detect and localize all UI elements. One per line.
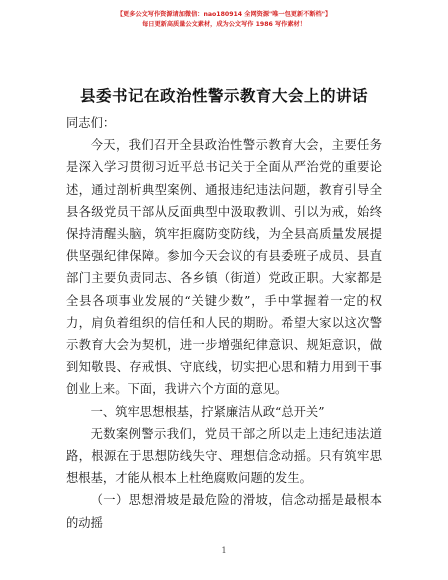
paragraph-2: 无数案例警示我们，党员干部之所以走上违纪违法道路，根源在于思想防线失守、理想信念动摇。只有筑牢思想根基，才能从根本上杜绝腐败问题的发生。	[66, 426, 382, 486]
banner-line-2: 每日更新高质量公文素材，成为公文写作 1986 写作素材！	[142, 21, 306, 28]
section-heading-1: 一、筑牢思想根基，拧紧廉洁从政“总开关”	[90, 404, 325, 419]
subheading-1: （一）思想滑坡是最危险的滑坡，信念动摇是最根本的动摇	[66, 493, 382, 530]
document-body	[66, 112, 382, 534]
document-title: 县委书记在政治性警示教育大会上的讲话	[79, 86, 368, 105]
header-banner	[0, 10, 448, 30]
paragraph-1: 今天，我们召开全县政治性警示教育大会，主要任务是深入学习贯彻习近平总书记关于全面从严治党的重要论述，通过剖析典型案例、通报违纪违法问题，教育引导全县各级党员干部从反面典型中汲取教训、引以为戒，始终保持清醒头脑，筑牢拒腐防变防线，为全县高质量发展提供坚强纪律保障。参加今天会议的有县委班子成员、县直部门主要负责同志、各乡镇（街道）党政正职。大家都是全县各项事业发展的“关键少数”，手中掌握着一定的权力，肩负着组织的信任和人民的期盼。希望大家以这次警示教育大会为契机，进一步增强纪律意识、规矩意识，做到知敬畏、存戒惧、守底线，切实把心思和精力用到干事创业上来。下面，我讲六个方面的意见。	[66, 138, 382, 397]
banner-line-1: 【更多公文写作资源请加微信：nao180914 全网资源"唯一包更新不断档"】	[116, 11, 332, 18]
page-number: 1	[221, 546, 227, 555]
salutation: 同志们：	[66, 116, 116, 130]
